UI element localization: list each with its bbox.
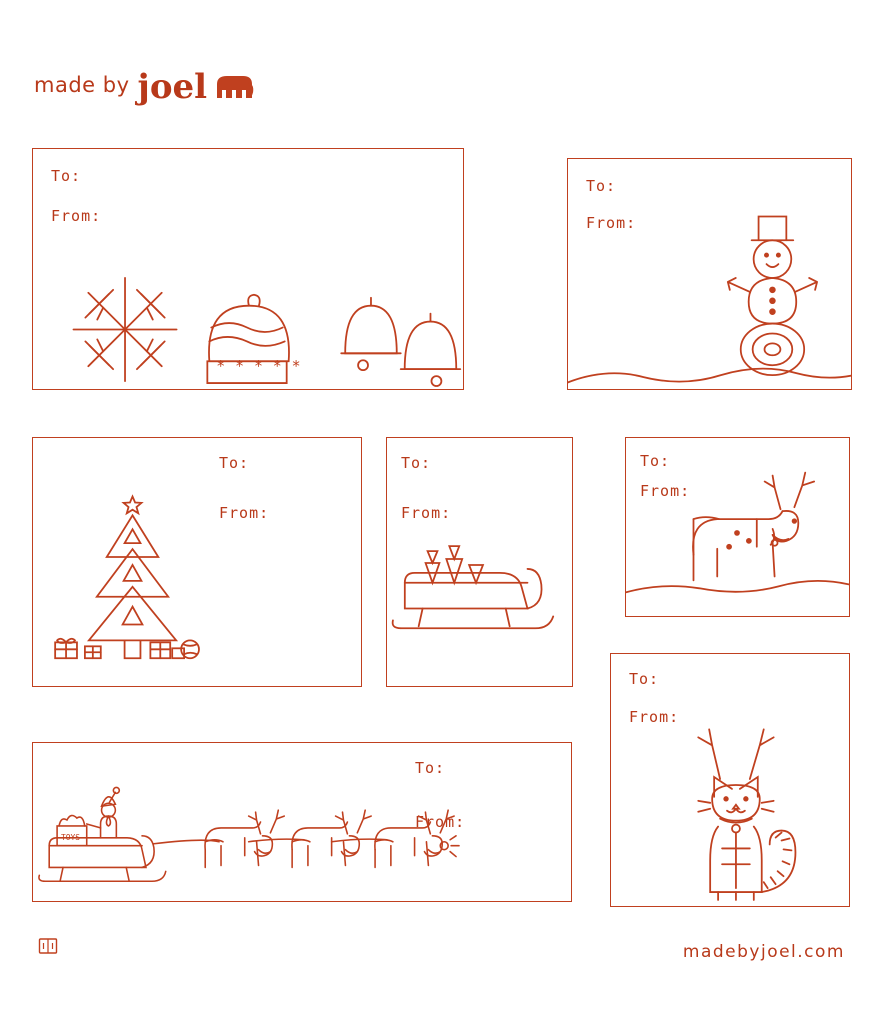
- svg-text:*: *: [272, 357, 282, 376]
- snowflake-hat-bells-illustration: [33, 149, 463, 389]
- santa-sleigh-with-reindeer-illustration: [33, 743, 571, 901]
- from-label: From:: [401, 504, 452, 522]
- sleigh-illustration: [387, 438, 572, 686]
- from-label: From:: [629, 708, 680, 726]
- to-label: To:: [415, 759, 446, 777]
- brand-joel-text: joel: [137, 67, 208, 107]
- svg-text:TOYS: TOYS: [61, 832, 81, 842]
- to-label: To:: [51, 167, 82, 185]
- gift-tag-card[interactable]: [625, 437, 850, 617]
- from-label: From:: [51, 207, 102, 225]
- gift-tag-card[interactable]: [567, 158, 852, 390]
- to-label: To:: [586, 177, 617, 195]
- gift-tag-card[interactable]: [32, 148, 464, 390]
- brand-logo: [34, 67, 255, 107]
- gift-tag-card[interactable]: [386, 437, 573, 687]
- svg-text:*: *: [253, 357, 263, 376]
- gift-tag-card[interactable]: [32, 742, 572, 902]
- footer-website-url[interactable]: madebyjoel.com: [682, 942, 845, 962]
- to-label: To:: [640, 452, 671, 470]
- elephant-icon: [215, 74, 255, 104]
- to-label: To:: [401, 454, 432, 472]
- gift-tag-card[interactable]: [610, 653, 850, 907]
- from-label: From:: [586, 214, 637, 232]
- christmas-tree-with-presents-illustration: [33, 438, 361, 686]
- brand-made-by-text: made by: [34, 73, 130, 97]
- from-label: From:: [415, 813, 466, 831]
- svg-text:*: *: [235, 357, 245, 376]
- from-label: From:: [219, 504, 270, 522]
- cat-with-antlers-illustration: [611, 654, 849, 906]
- gift-tag-card[interactable]: [32, 437, 362, 687]
- to-label: To:: [219, 454, 250, 472]
- from-label: From:: [640, 482, 691, 500]
- svg-text:*: *: [216, 357, 226, 376]
- joel-monogram-icon: [38, 936, 58, 960]
- svg-text:*: *: [291, 357, 301, 376]
- to-label: To:: [629, 670, 660, 688]
